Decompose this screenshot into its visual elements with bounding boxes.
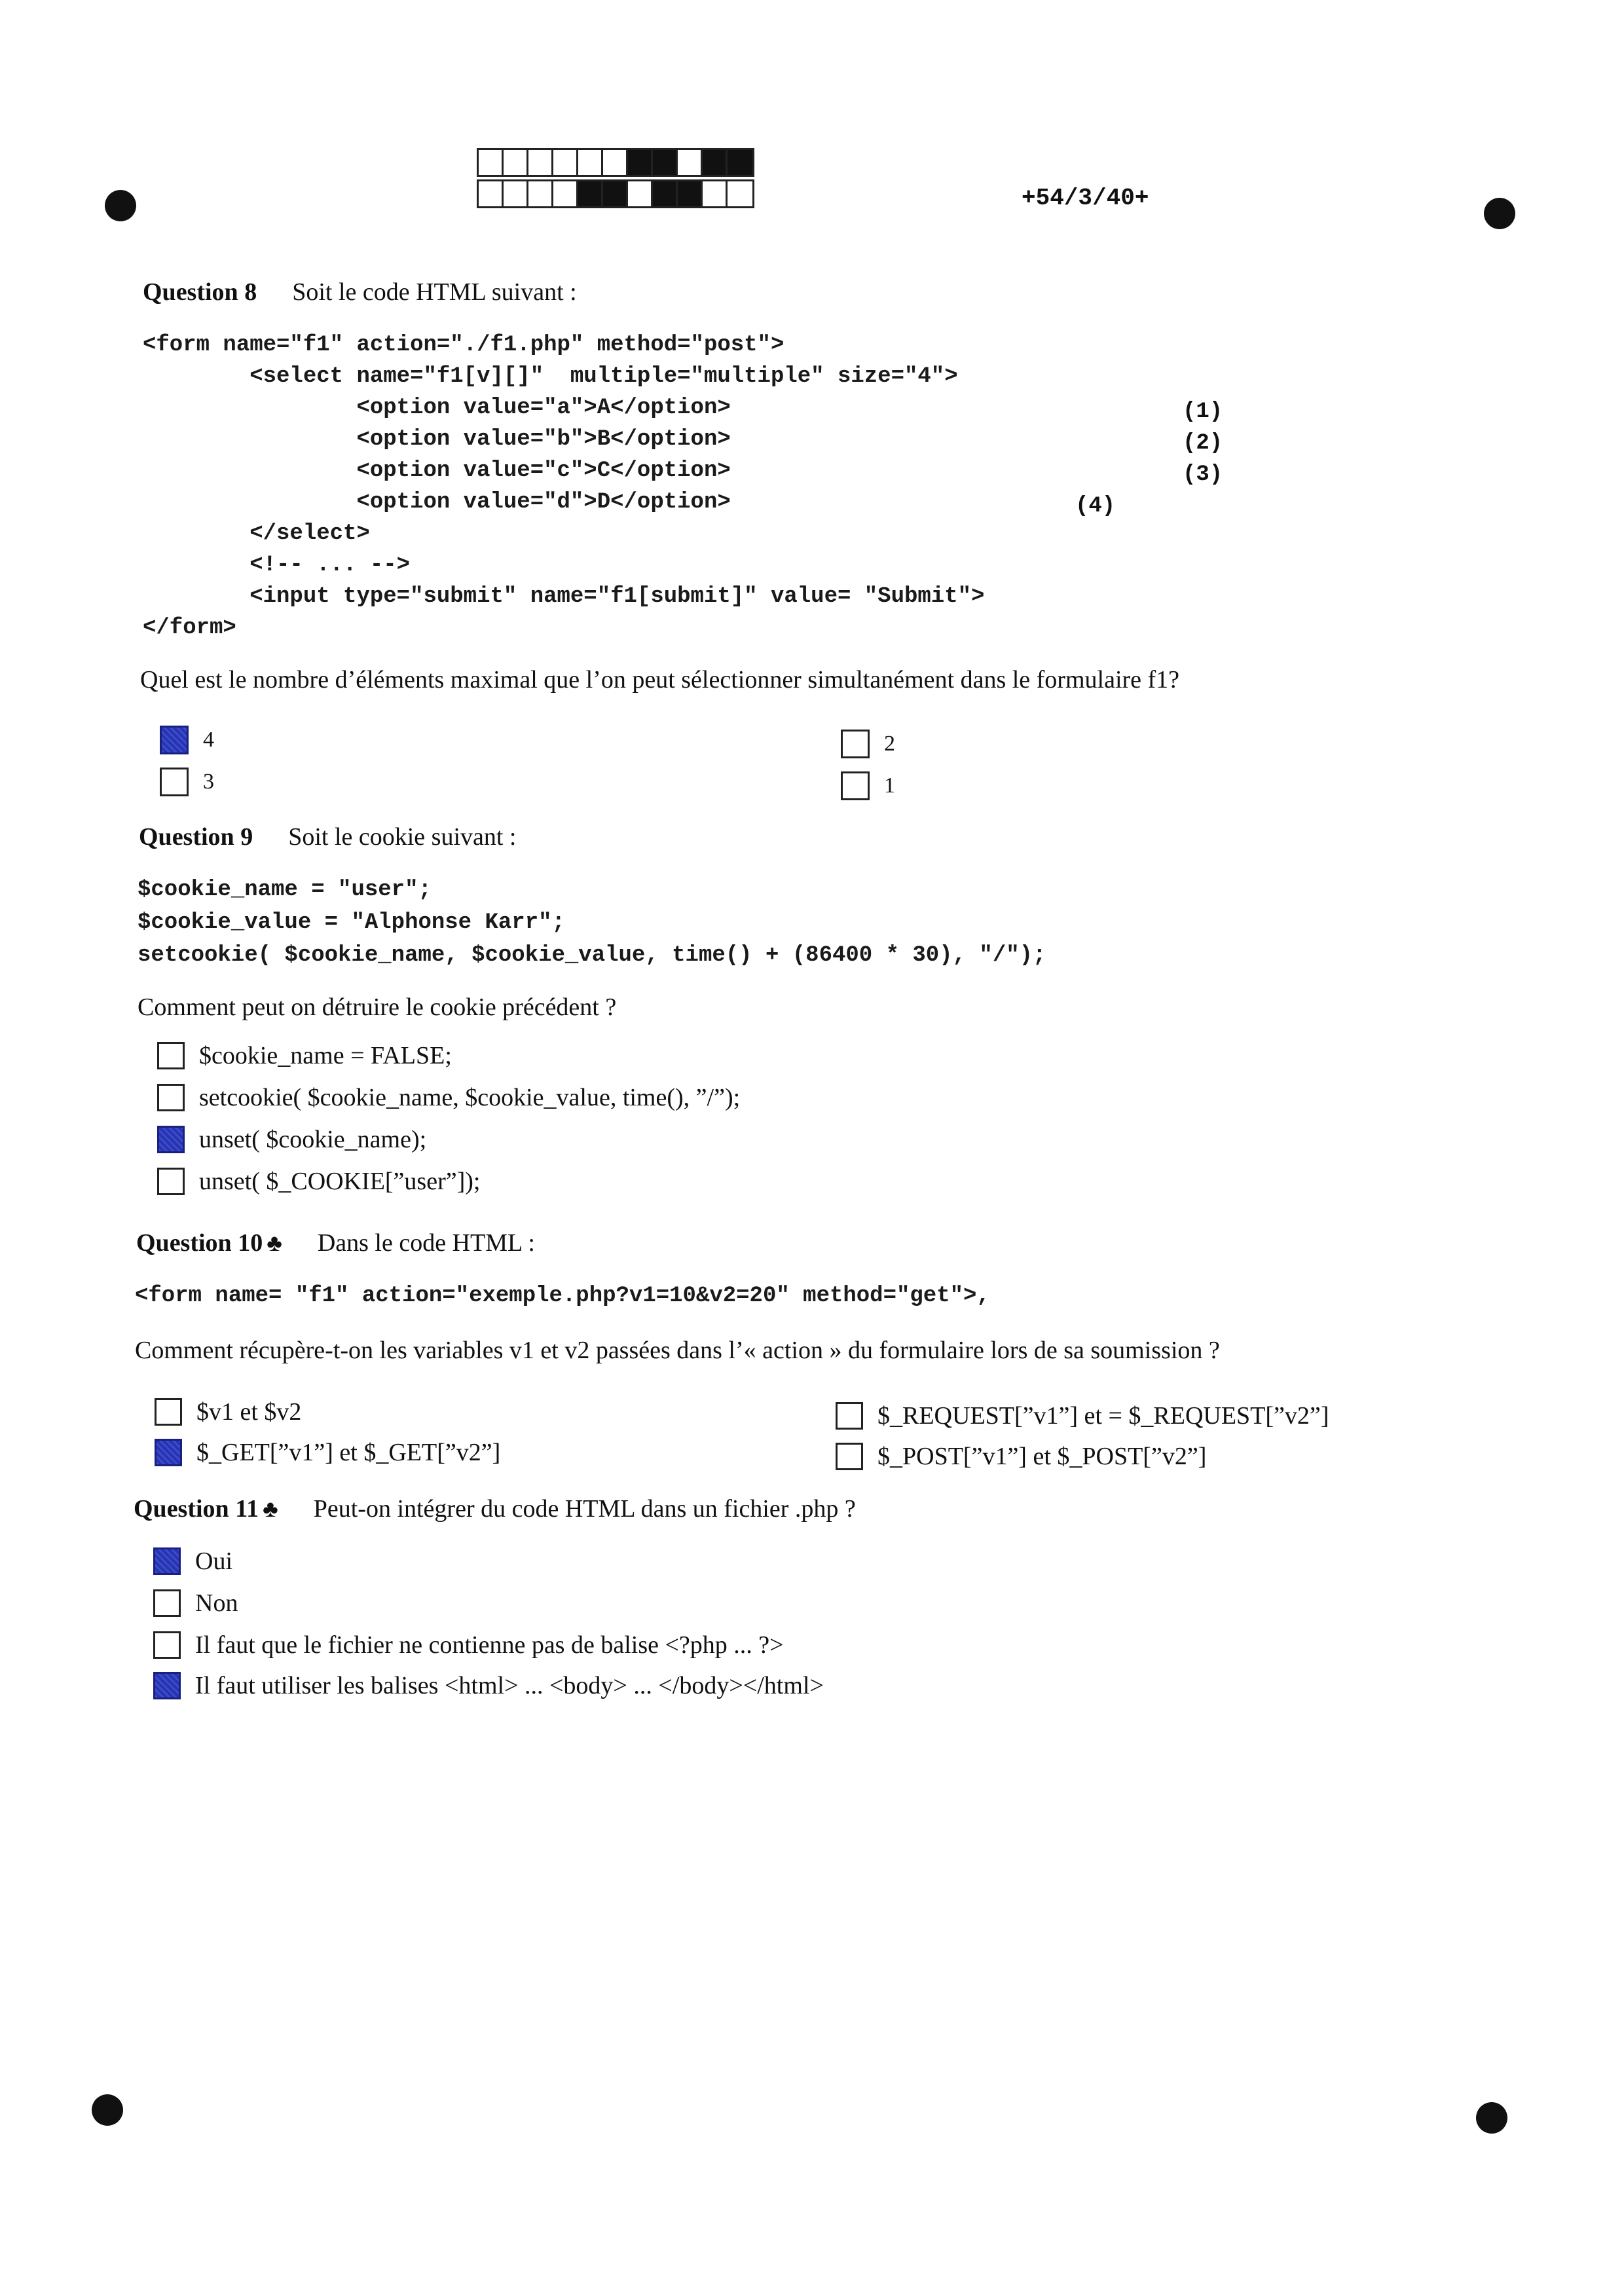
q10-label (136, 1229, 282, 1257)
q8-code-line-10: </form> (143, 616, 236, 640)
id-cell (603, 181, 628, 206)
q9-option-d-label: unset( $_COOKIE[”user”]); (199, 1168, 481, 1195)
q8-annotation-3: (3) (1183, 462, 1223, 487)
q8-option-2[interactable] (841, 730, 895, 758)
registration-mark-bottom-left (92, 2094, 123, 2126)
q10-option-a-checkbox[interactable] (155, 1398, 182, 1426)
q8-code-line-9: <input type="submit" name="f1[submit]" value= "Submit"> (143, 584, 985, 609)
club-icon: ♣ (267, 1230, 282, 1256)
id-cell (728, 181, 752, 206)
registration-mark-top-right (1484, 198, 1515, 229)
q11-label (134, 1495, 278, 1523)
q11-option-a-checkbox[interactable] (153, 1547, 181, 1575)
q11-option-d-checkbox[interactable] (153, 1672, 181, 1699)
q8-code-line-7: </select> (143, 521, 370, 546)
q11-option-b-checkbox[interactable] (153, 1589, 181, 1617)
q11-option-b[interactable] (153, 1589, 238, 1618)
q11-option-a[interactable] (153, 1547, 232, 1576)
q9-option-b-checkbox[interactable] (157, 1084, 185, 1111)
id-cell (479, 150, 504, 175)
id-cell (504, 181, 528, 206)
id-cell (479, 181, 504, 206)
q10-option-c-checkbox[interactable] (836, 1402, 863, 1430)
q9-option-d[interactable] (157, 1167, 480, 1196)
q10-option-a[interactable] (155, 1398, 301, 1426)
q11-option-c-checkbox[interactable] (153, 1631, 181, 1659)
q9-intro: Soit le cookie suivant : (288, 823, 517, 851)
id-barcode-row-1 (477, 148, 754, 177)
q10-option-b[interactable] (155, 1438, 500, 1467)
q8-code-line-5: <option value="c">C</option> (143, 458, 731, 483)
q10-option-b-checkbox[interactable] (155, 1439, 182, 1466)
q8-option-4-checkbox[interactable] (160, 726, 189, 754)
q9-option-c-checkbox[interactable] (157, 1126, 185, 1153)
id-cell (653, 150, 678, 175)
q8-question-text: Quel est le nombre d’éléments maximal que l’on peut sélectionner simultanément dans le formulaire f1? (140, 666, 1180, 694)
q10-option-a-label: $v1 et $v2 (196, 1398, 302, 1426)
club-icon: ♣ (263, 1496, 278, 1522)
q10-intro: Dans le code HTML : (317, 1229, 535, 1257)
id-cell (553, 181, 578, 206)
registration-mark-bottom-right (1476, 2102, 1507, 2134)
q9-code-line-2: $cookie_value = "Alphonse Karr"; (138, 910, 565, 935)
page-identifier: +54/3/40+ (1022, 185, 1149, 212)
q8-option-1-checkbox[interactable] (841, 771, 870, 800)
q8-option-3-label: 3 (203, 769, 214, 794)
id-cell (578, 181, 603, 206)
q10-label-text: Question 10 (136, 1229, 263, 1257)
q9-option-a-checkbox[interactable] (157, 1042, 185, 1069)
q9-code-line-1: $cookie_name = "user"; (138, 878, 432, 902)
q8-option-3-checkbox[interactable] (160, 768, 189, 796)
q9-option-c-label: unset( $cookie_name); (199, 1126, 427, 1153)
q8-annotation-1: (1) (1183, 399, 1223, 424)
q8-code-line-1: <form name="f1" action="./f1.php" method="post"> (143, 333, 784, 358)
q8-code-line-6: <option value="d">D</option> (143, 490, 731, 515)
q11-option-a-label: Oui (195, 1547, 232, 1575)
q8-option-4-label: 4 (203, 728, 214, 752)
q9-option-c[interactable] (157, 1125, 426, 1154)
q10-option-d-checkbox[interactable] (836, 1443, 863, 1470)
q9-option-a[interactable] (157, 1041, 452, 1070)
q8-code-line-4: <option value="b">B</option> (143, 427, 731, 452)
q11-label-text: Question 11 (134, 1495, 259, 1523)
id-cell (528, 181, 553, 206)
q8-option-1-label: 1 (884, 773, 895, 798)
id-cell (703, 181, 728, 206)
id-cell (628, 181, 653, 206)
q11-intro: Peut-on intégrer du code HTML dans un fichier .php ? (313, 1495, 856, 1523)
q9-option-b[interactable] (157, 1083, 740, 1112)
q8-code-line-3: <option value="a">A</option> (143, 396, 731, 420)
q10-option-d[interactable] (836, 1442, 1206, 1471)
q8-header (143, 278, 577, 306)
q10-option-d-label: $_POST[”v1”] et $_POST[”v2”] (877, 1443, 1207, 1470)
q11-option-b-label: Non (195, 1589, 238, 1617)
id-cell (678, 150, 703, 175)
q8-annotation-2: (2) (1183, 431, 1223, 456)
id-cell (504, 150, 528, 175)
q11-header (134, 1494, 856, 1523)
q11-option-c[interactable] (153, 1631, 784, 1659)
id-cell (703, 150, 728, 175)
q9-code-line-3: setcookie( $cookie_name, $cookie_value, time() + (86400 * 30), "/"); (138, 943, 1046, 968)
q10-option-b-label: $_GET[”v1”] et $_GET[”v2”] (196, 1439, 501, 1466)
q9-option-d-checkbox[interactable] (157, 1168, 185, 1195)
id-barcode-row-2 (477, 179, 754, 208)
q10-code-line: <form name= "f1" action="exemple.php?v1=10&v2=20" method="get">, (135, 1284, 990, 1308)
q8-code-line-8: <!-- ... --> (143, 553, 411, 578)
q11-option-c-label: Il faut que le fichier ne contienne pas de balise <?php ... ?> (195, 1631, 784, 1659)
id-cell (553, 150, 578, 175)
q8-option-3[interactable] (160, 768, 214, 796)
q8-intro: Soit le code HTML suivant : (292, 278, 577, 306)
q9-question-text: Comment peut on détruire le cookie précédent ? (138, 993, 617, 1021)
q8-label: Question 8 (143, 278, 257, 306)
q9-header (139, 823, 517, 851)
q8-option-4[interactable] (160, 726, 214, 754)
id-cell (653, 181, 678, 206)
id-cell (728, 150, 752, 175)
q8-annotation-4: (4) (1075, 494, 1116, 519)
q9-label: Question 9 (139, 823, 253, 851)
q11-option-d-label: Il faut utiliser les balises <html> ... <body> ... </body></html> (195, 1672, 824, 1699)
q8-option-1[interactable] (841, 771, 895, 800)
q8-code-line-2: <select name="f1[v][]" multiple="multiple" size="4"> (143, 364, 958, 389)
q8-option-2-label: 2 (884, 731, 895, 756)
q10-option-c[interactable] (836, 1401, 1329, 1430)
id-cell (578, 150, 603, 175)
id-cell (528, 150, 553, 175)
id-cell (603, 150, 628, 175)
registration-mark-top-left (105, 190, 136, 221)
q9-option-a-label: $cookie_name = FALSE; (199, 1042, 452, 1069)
q9-option-b-label: setcookie( $cookie_name, $cookie_value, time(), ”/”); (199, 1084, 741, 1111)
q10-question-text: Comment récupère-t-on les variables v1 et v2 passées dans l’« action » du formulaire lors de sa soumission ? (135, 1337, 1220, 1364)
q10-option-c-label: $_REQUEST[”v1”] et = $_REQUEST[”v2”] (877, 1402, 1329, 1430)
q11-option-d[interactable] (153, 1671, 824, 1700)
id-cell (678, 181, 703, 206)
id-cell (628, 150, 653, 175)
q8-option-2-checkbox[interactable] (841, 730, 870, 758)
q10-header (136, 1229, 535, 1257)
